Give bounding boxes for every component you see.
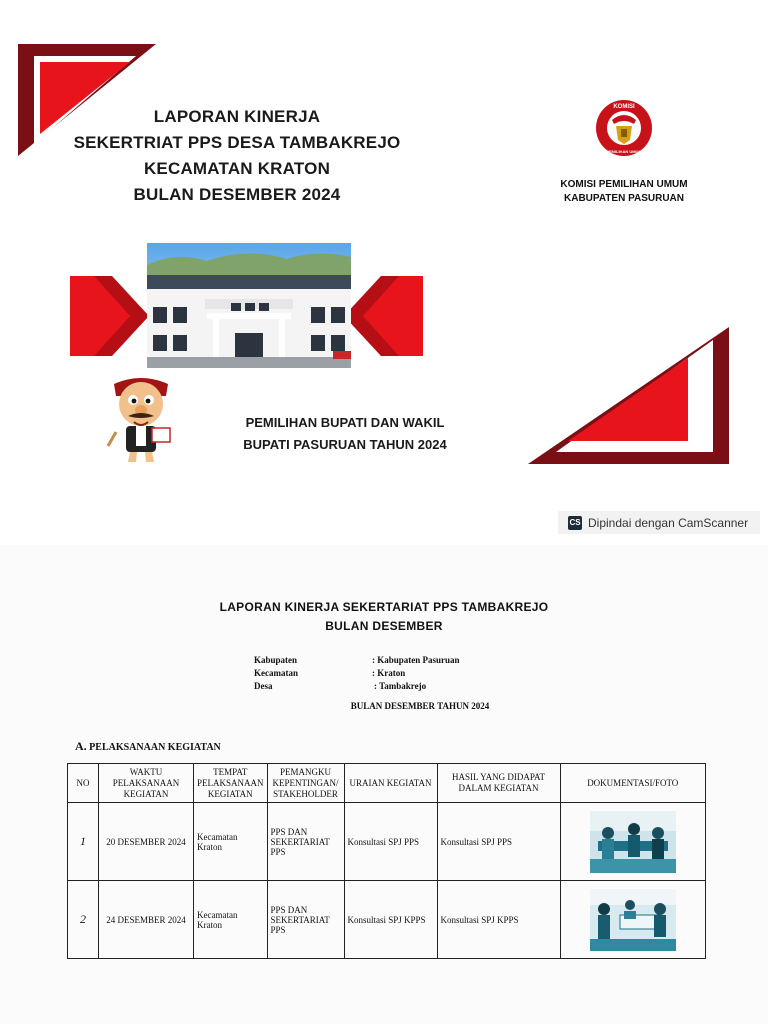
report-period: BULAN DESEMBER TAHUN 2024 [350,701,490,711]
cover-title-line: LAPORAN KINERJA [153,107,321,126]
info-label: Desa [254,681,273,691]
section-heading [75,739,221,754]
camscanner-icon: CS [568,516,582,530]
row-photo-cell [560,881,705,959]
info-value: : Kabupaten Pasuruan [372,655,460,665]
svg-text:PEMILIHAN UMUM: PEMILIHAN UMUM [606,149,642,154]
row-hasil: Konsultasi SPJ PPS [437,803,560,881]
info-label: Kabupaten [254,655,298,665]
row-date: 24 DESEMBER 2024 [99,881,194,959]
office-building-photo [147,243,351,368]
documentation-photo [590,889,676,951]
row-date: 20 DESEMBER 2024 [99,803,194,881]
row-place: Kecamatan Kraton [194,881,268,959]
report-title [0,598,768,636]
info-label: Kecamatan [254,668,298,678]
row-stakeholder: PPS DAN SEKERTARIAT PPS [267,881,344,959]
cover-title-line: SEKERTRIAT PPS DESA TAMBAKREJO [73,133,401,152]
info-labels [254,654,298,693]
header-cell: NO [68,764,99,803]
election-line: PEMILIHAN BUPATI DAN WAKIL [245,415,445,430]
row-stakeholder: PPS DAN SEKERTARIAT PPS [267,803,344,881]
section-letter: A. [75,739,87,753]
row-uraian: Konsultasi SPJ KPPS [344,881,437,959]
row-place: Kecamatan Kraton [194,803,268,881]
camscanner-watermark [558,511,760,534]
table-header-row [68,764,706,803]
header-cell: PEMANGKU KEPENTINGAN/ STAKEHOLDER [267,764,344,803]
documentation-photo [590,811,676,873]
row-number: 2 [68,881,99,959]
header-cell: HASIL YANG DIDAPAT DALAM KEGIATAN [437,764,560,803]
header-cell: WAKTU PELAKSANAAN KEGIATAN [99,764,194,803]
report-title-line: LAPORAN KINERJA SEKERTARIAT PPS TAMBAKREJO [219,600,549,614]
kpu-logo [594,96,654,160]
row-uraian: Konsultasi SPJ PPS [344,803,437,881]
camscanner-label: Dipindai dengan CamScanner [588,515,749,530]
info-values [372,654,460,693]
table-row [68,881,706,959]
table-row [68,803,706,881]
svg-text:KOMISI: KOMISI [613,104,635,110]
header-cell: TEMPAT PELAKSANAAN KEGIATAN [194,764,268,803]
row-number: 1 [68,803,99,881]
election-line: BUPATI PASURUAN TAHUN 2024 [243,437,447,452]
row-hasil: Konsultasi SPJ KPPS [437,881,560,959]
section-title: PELAKSANAAN KEGIATAN [89,742,221,753]
kpu-name [538,178,710,206]
mascot-illustration [96,370,186,466]
cover-title-line: KECAMATAN KRATON [143,159,331,178]
header-cell: URAIAN KEGIATAN [344,764,437,803]
cover-title [62,104,412,208]
header-cell: DOKUMENTASI/FOTO [560,764,705,803]
row-photo-cell [560,803,705,881]
report-title-line: BULAN DESEMBER [325,619,443,633]
cover-title-line: BULAN DESEMBER 2024 [133,185,341,204]
kpu-line: KABUPATEN PASURUAN [564,193,684,204]
activity-table [67,763,706,959]
election-title [218,412,472,456]
info-value: : Tambakrejo [374,681,427,691]
kpu-line: KOMISI PEMILIHAN UMUM [560,179,688,190]
info-value: : Kraton [372,668,406,678]
